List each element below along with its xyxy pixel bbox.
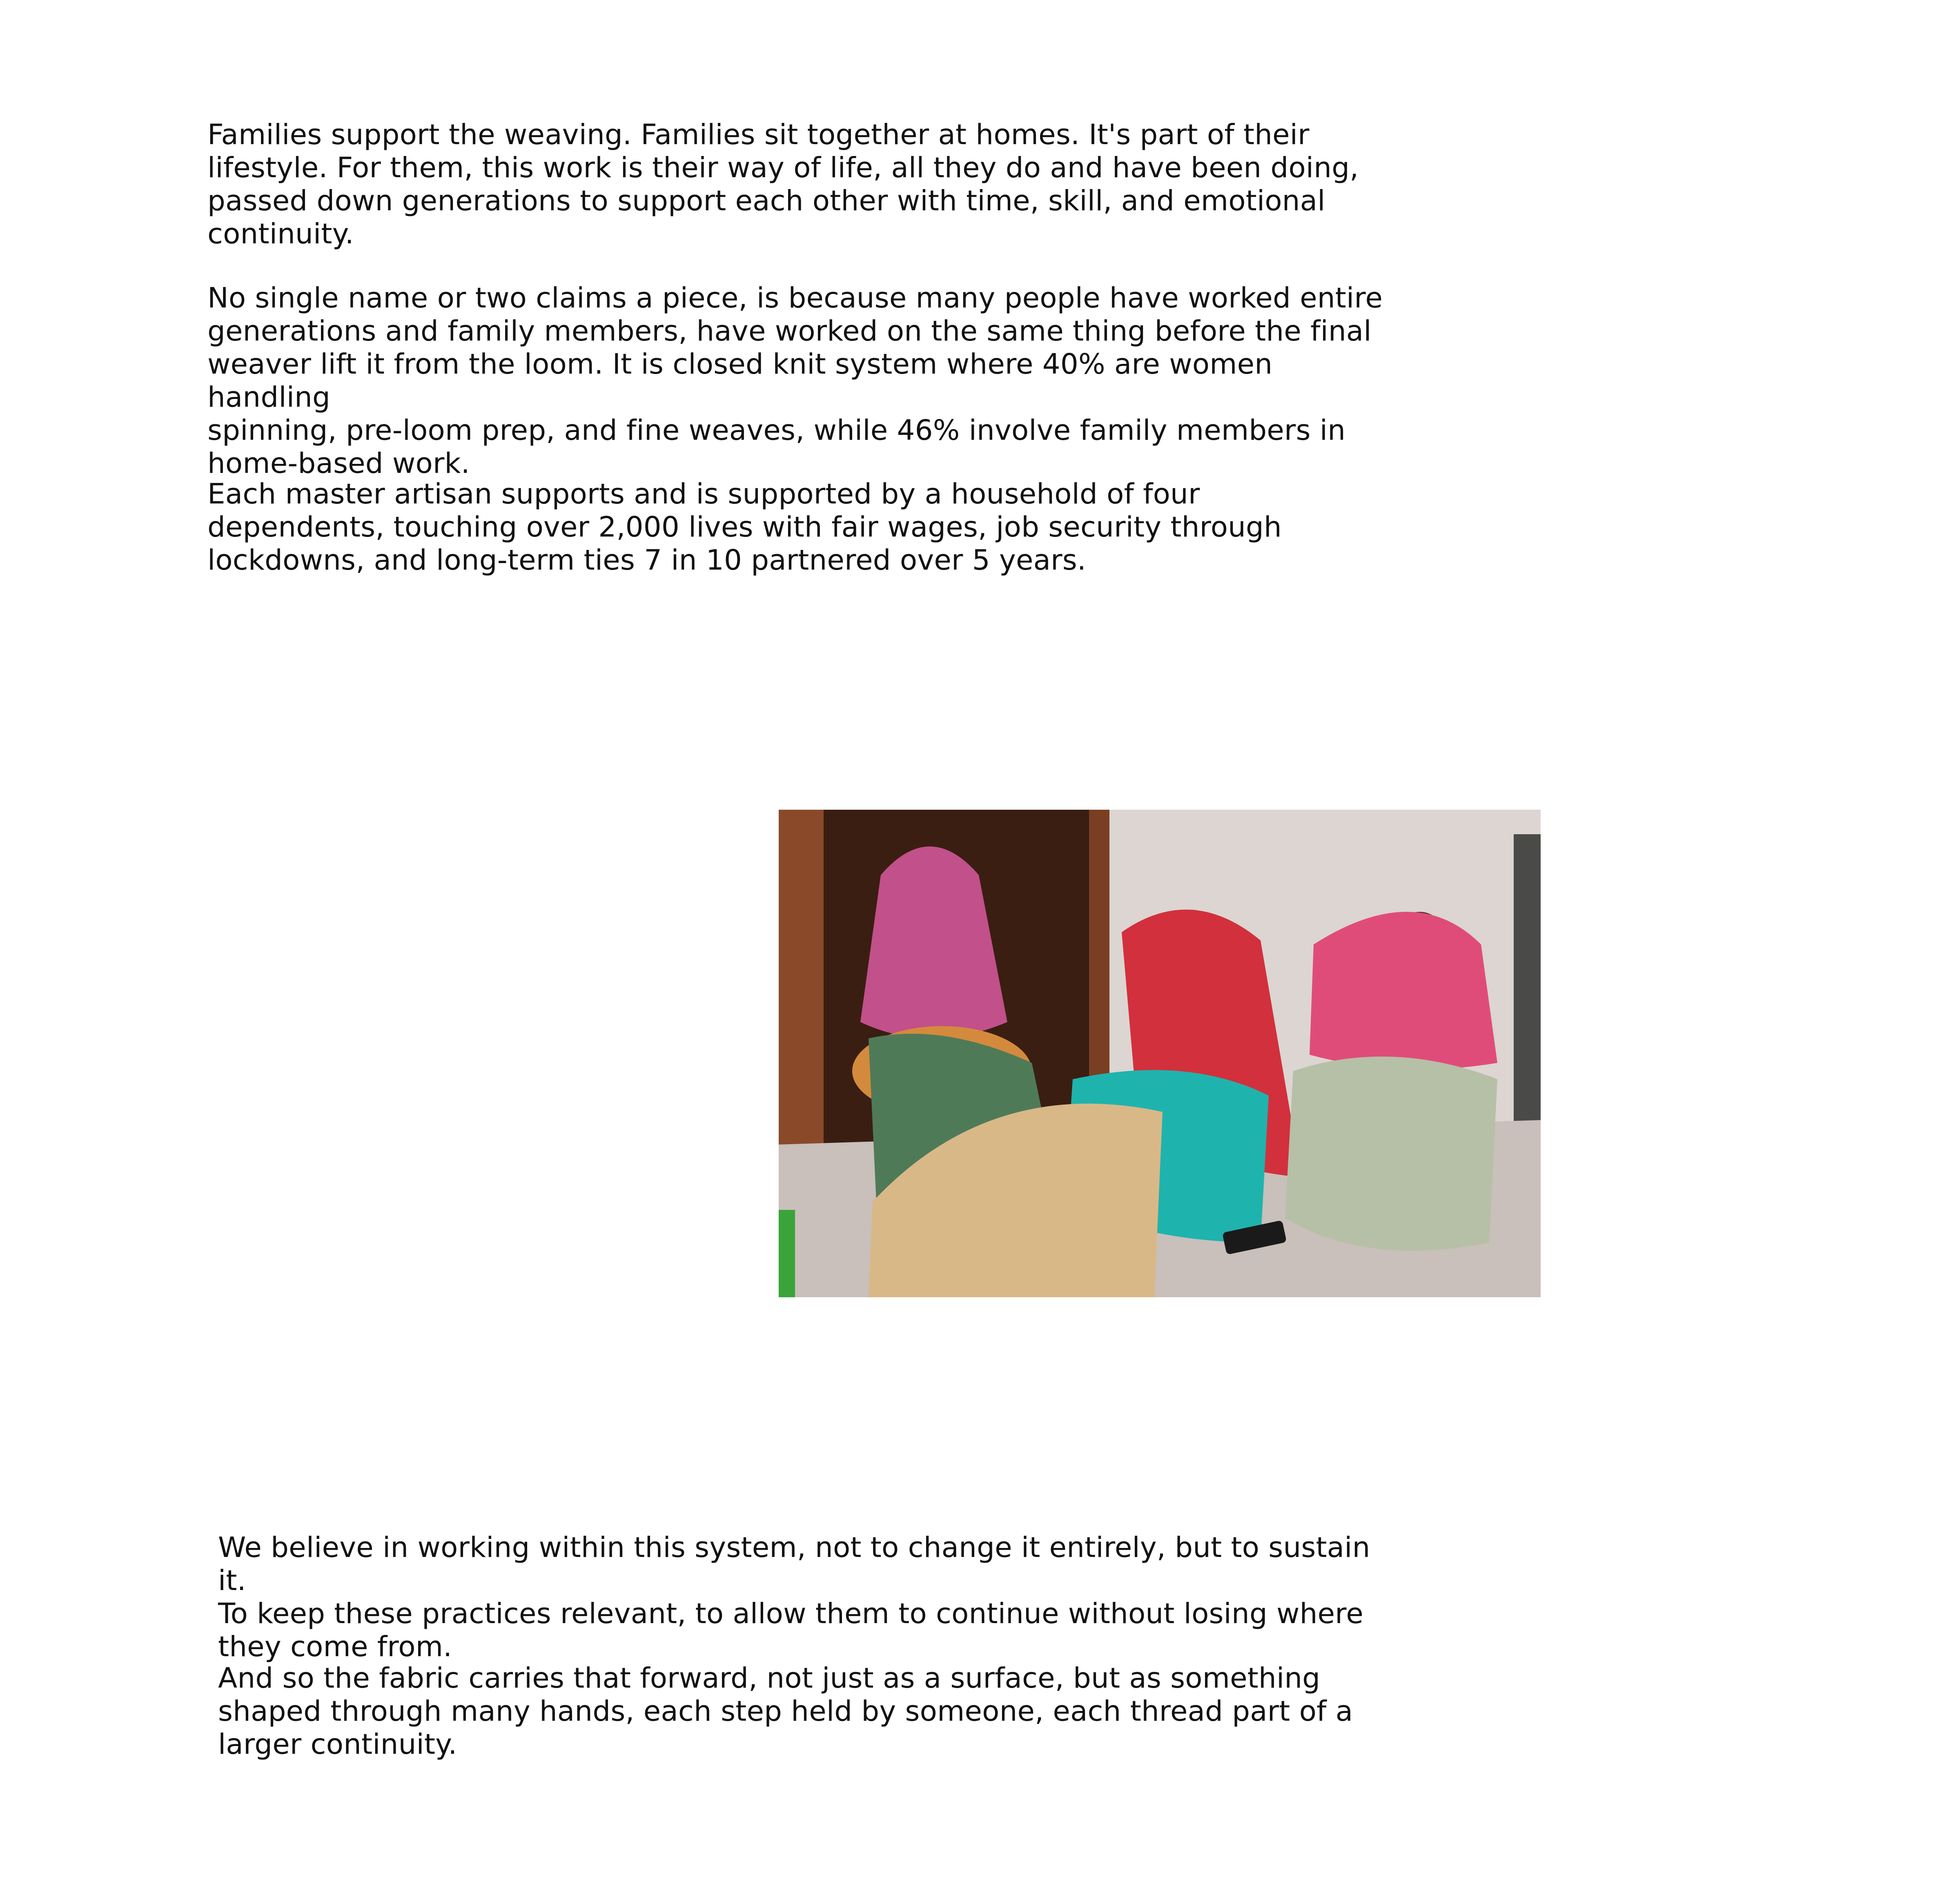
photo-right-edge bbox=[1514, 834, 1541, 1161]
paragraph-shared-authorship: No single name or two claims a piece, is because many people have worked entire generations and family members, have worked on the same thing before the final weaver lift it from the loom. It is closed knit system where 40% are women handling spinning, pre-loom prep, and fine weaves, while 46% involve family members in home-based work. bbox=[207, 282, 1383, 480]
paragraph-fabric-continuity: And so the fabric carries that forward, not just as a surface, but as something shaped through many hands, each step held by someone, each thread part of a larger continuity. bbox=[218, 1662, 1353, 1761]
paragraph-master-artisan: Each master artisan supports and is supported by a household of four dependents, touching over 2,000 lives with fair wages, job security through lockdowns, and long-term ties 7 in 10 partnered over 5 years. bbox=[207, 478, 1282, 577]
photo-woman3-scarf bbox=[1310, 912, 1497, 1069]
photo-bottle bbox=[779, 1210, 795, 1297]
artisans-photo bbox=[779, 810, 1541, 1297]
photo-woman3-fabric bbox=[1285, 1056, 1497, 1251]
photo-door-frame-left bbox=[779, 810, 824, 1177]
paragraph-sustain-system: We believe in working within this system, not to change it entirely, but to sustain it. To keep these practices relevant, to allow them to continue without losing where they come from. bbox=[218, 1531, 1370, 1663]
paragraph-family-weaving: Families support the weaving. Families sit together at homes. It's part of their lifestyle. For them, this work is their way of life, all they do and have been doing, passed down generations to support each other with time, skill, and emotional continuity. bbox=[207, 118, 1359, 250]
